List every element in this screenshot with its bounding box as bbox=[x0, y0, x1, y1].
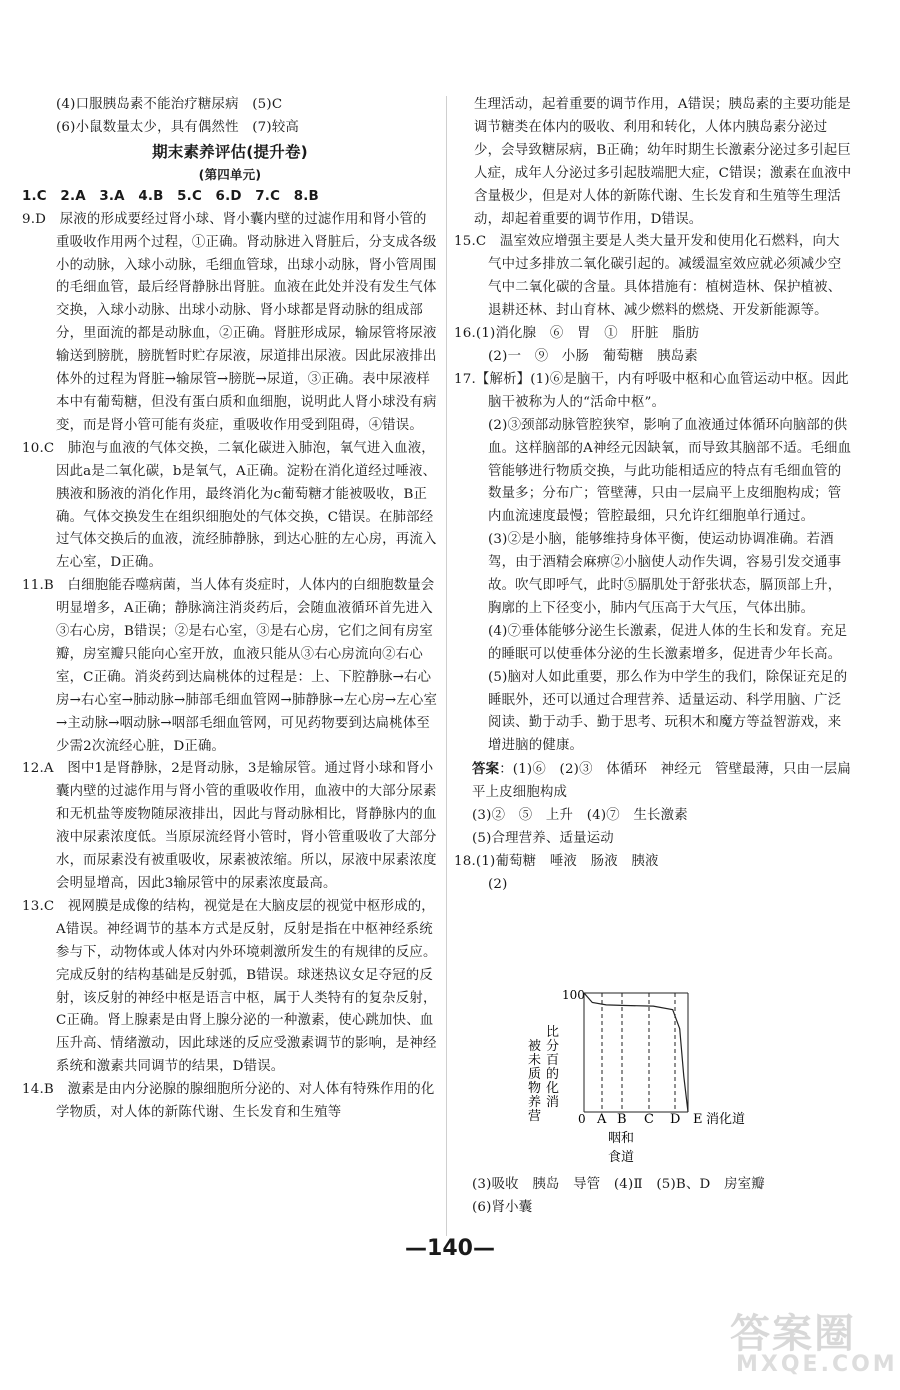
line-q6: (6)小鼠数量太少，具有偶然性 (7)较高 bbox=[56, 119, 299, 135]
question-14: 14.B 激素是由内分泌腺的腺细胞所分泌的、对人体有特殊作用的化学物质，对人体的新陈代谢、生长发育和生殖等 bbox=[22, 1082, 435, 1121]
digestion-chart bbox=[518, 990, 818, 1170]
chart-ytick-100: 100 bbox=[562, 990, 585, 1002]
watermark-bottom: MXQE.COM bbox=[736, 1352, 898, 1377]
question-18-part3: (3)吸收 胰岛 导管 (4)Ⅱ (5)B、D 房室瓣 bbox=[472, 1177, 765, 1192]
chart-category-c: C bbox=[644, 1112, 654, 1127]
question-10: 10.C 肺泡与血液的气体交换，二氧化碳进入肺泡，氧气进入血液，因此a是二氧化碳，b是氧气，A正确。淀粉在消化道经过唾液、胰液和肠液的消化作用，最终消化为c葡萄糖才能被吸收，B正确。气体交换发生在组织细胞处的气体交换，C错误。在肺部经过气体交换后的血液，流经肺静脉，到达心脏的左心房，再流入左心室，D正确。 bbox=[22, 440, 437, 571]
question-17-answer-3: (3)② ⑤ 上升 (4)⑦ 生长激素 bbox=[472, 808, 688, 824]
question-9: 9.D 尿液的形成要经过肾小球、肾小囊内壁的过滤作用和肾小管的重吸收作用两个过程，①正确。肾动脉进入肾脏后，分支成各级小的动脉，入球小动脉，毛细血管球，出球小动脉，肾小管周围的毛细血管，最后经肾静脉出肾脏。血液在此处并没有发生气体交换，入球小动脉、出球小动脉、肾小球都是肾动脉的组成部分，里面流的都是动脉血，②正确。肾脏形成尿，输尿管将尿液输送到膀胱，膀胱暂时贮存尿液，尿道排出尿液。因此尿液排出体外的过程为肾脏→输尿管→膀胱→尿道，③正确。表中尿液样本中有葡萄糖，但没有蛋白质和血细胞，说明此人肾小球没有病变，而是肾小管可能有炎症，重吸收作用受到阻碍，④错误。 bbox=[22, 211, 437, 433]
watermark-logo bbox=[722, 1302, 898, 1384]
chart-category-d: D bbox=[670, 1112, 681, 1127]
question-12: 12.A 图中1是肾静脉，2是肾动脉，3是输尿管。通过肾小球和肾小囊内壁的过滤作用与肾小管的重吸收作用，血液中的大部分尿素和无机盐等废物随尿液排出，因此与肾动脉相比，肾静脉内的血液中尿素浓度低。当原尿流经肾小管时，肾小管重吸收了大部分水，而尿素没有被重吸收，尿素被浓缩。所以，尿液中尿素浓度会明显增高，因此3输尿管中的尿素浓度最高。 bbox=[22, 761, 437, 891]
chart-extra-label-2: 食道 bbox=[608, 1150, 635, 1165]
answer-label: 答案 bbox=[472, 761, 500, 778]
chart-ylabel-group bbox=[528, 1025, 559, 1124]
page-number: —140— bbox=[405, 1236, 495, 1261]
line-q4: (4)口服胰岛素不能治疗糖尿病 (5)C bbox=[56, 97, 283, 112]
question-13: 13.C 视网膜是成像的结构，视觉是在大脑皮层的视觉中枢形成的，A错误。神经调节的基本方式是反射，反射是指在中枢神经系统参与下，动物体或人体对内外环境刺激所发生的有规律的反应。完成反射的结构基础是反射弧，B错误。球迷热议女足夺冠的反射，该反射的神经中枢是语言中枢，属于人类特有的复杂反射，C正确。肾上腺素是由肾上腺分泌的一种激素，使心跳加快、血压升高、情绪激动，因此球迷的反应受激素调节的影响，是神经系统和激素共同调节的结果，D错误。 bbox=[22, 898, 437, 1075]
chart-category-labels bbox=[596, 1112, 703, 1127]
chart-origin: 0 bbox=[578, 1112, 586, 1126]
question-17-analysis-1: 17.【解析】(1)⑥是脑干，内有呼吸中枢和心血管运动中枢。因此脑干被称为人的“活命中枢”。 bbox=[454, 371, 849, 410]
chart-extra-label-1: 咽和 bbox=[608, 1131, 635, 1146]
watermark-top: 答案圈 bbox=[730, 1311, 856, 1357]
section-subtitle: (第四单元) bbox=[198, 166, 262, 182]
chart-series-line bbox=[584, 993, 688, 1112]
answer-text-1: ：(1)⑥ (2)③ 体循环 神经元 管壁最薄，只由一层扁平上皮细胞构成 bbox=[472, 762, 851, 801]
question-18-part1: 18.(1)葡萄糖 唾液 肠液 胰液 bbox=[454, 853, 659, 869]
left-column bbox=[22, 94, 438, 1125]
question-18-part6: (6)肾小囊 bbox=[472, 1199, 533, 1215]
chart-category-e: E bbox=[693, 1112, 703, 1127]
question-17-answer-5: (5)合理营养、适量运动 bbox=[472, 831, 614, 846]
column-divider bbox=[446, 96, 447, 1236]
question-16-part1: 16.(1)消化腺 ⑥ 胃 ① 肝脏 脂肪 bbox=[454, 326, 700, 342]
right-column bbox=[454, 94, 852, 897]
question-17-analysis-5: (5)脑对人如此重要，那么作为中学生的我们，除保证充足的睡眠外，还可以通过合理营养、适量运动、科学用脑、广泛阅读、勤于动手、勤于思考、玩积木和魔方等益智游戏，来增进脑的健康。 bbox=[488, 669, 848, 754]
question-16-part2: (2)一 ⑨ 小肠 葡萄糖 胰岛素 bbox=[488, 348, 698, 364]
chart-category-b: B bbox=[617, 1112, 627, 1127]
question-17-analysis-3: (3)②是小脑，能够维持身体平衡，使运动协调准确。若酒驾，由于酒精会麻痹②小脑使人动作失调，容易引发交通事故。吹气即呼气，此时⑤膈肌处于舒张状态，膈顶部上升，胸廓的上下径变小，肺内气压高于大气压，气体出肺。 bbox=[488, 532, 842, 616]
answers-1-8: 1.C 2.A 3.A 4.B 5.C 6.D 7.C 8.B bbox=[22, 188, 319, 204]
chart-xlabel: 消化道 bbox=[706, 1112, 746, 1127]
question-14-continued: 生理活动，起着重要的调节作用，A错误；胰岛素的主要功能是调节糖类在体内的吸收、利用和转化，人体内胰岛素分泌过少，会导致糖尿病，B正确；幼年时期生长激素分泌过多引起巨人症，成年人分泌过多引起肢端肥大症，C错误；激素在血液中含量极少，但是对人体的新陈代谢、生长发育和生殖等生理活动，却起着重要的调节作用，D错误。 bbox=[474, 97, 852, 227]
question-15: 15.C 温室效应增强主要是人类大量开发和使用化石燃料，向大气中过多排放二氧化碳引起的。减缓温室效应就必须减少空气中二氧化碳的含量。具体措施有：植树造林、保护植被、退耕还林、封山育林、减少燃料的燃烧、开发新能源等。 bbox=[454, 234, 842, 319]
section-title: 期末素养评估(提升卷) bbox=[152, 142, 308, 161]
chart-ylabel-line1: 营养物质未被 bbox=[528, 1039, 542, 1124]
chart-guides bbox=[602, 993, 675, 1112]
right-column-after-chart bbox=[454, 1174, 852, 1220]
question-18-part2: (2) bbox=[488, 876, 508, 892]
question-17-answer bbox=[454, 758, 852, 805]
question-17-analysis-4: (4)⑦垂体能够分泌生长激素，促进人体的生长和发育。充足的睡眠可以使垂体分泌的生长激素增多，促进青少年长高。 bbox=[488, 623, 848, 662]
chart-ylabel-line2: 消化的百分比 bbox=[546, 1025, 560, 1110]
question-11: 11.B 白细胞能吞噬病菌，当人体有炎症时，人体内的白细胞数量会明显增多，A正确；静脉滴注消炎药后，会随血液循环首先进入③右心房，B错误；②是右心室，③是右心房，它们之间有房室瓣，房室瓣只能向心室开放，血液只能从③右心房流向②右心室，C正确。消炎药到达扁桃体的过程是：上、下腔静脉→右心房→右心室→肺动脉→肺部毛细血管网→肺静脉→左心房→左心室→主动脉→咽动脉→咽部毛细血管网，可见药物要到达扁桃体至少需2次流经心脏，D正确。 bbox=[22, 578, 438, 754]
question-17-analysis-2: (2)③颈部动脉管腔狭窄，影响了血液通过体循环向脑部的供血。这样脑部的A神经元因缺氧，而导致其脑部不适。毛细血管能够进行物质交换，与此功能相适应的特点有毛细血管的数量多；分布广；管壁薄，只由一层扁平上皮细胞构成；管内血流速度最慢；管腔最细，只允许红细胞单行通过。 bbox=[488, 417, 852, 525]
chart-category-a: A bbox=[597, 1112, 607, 1127]
